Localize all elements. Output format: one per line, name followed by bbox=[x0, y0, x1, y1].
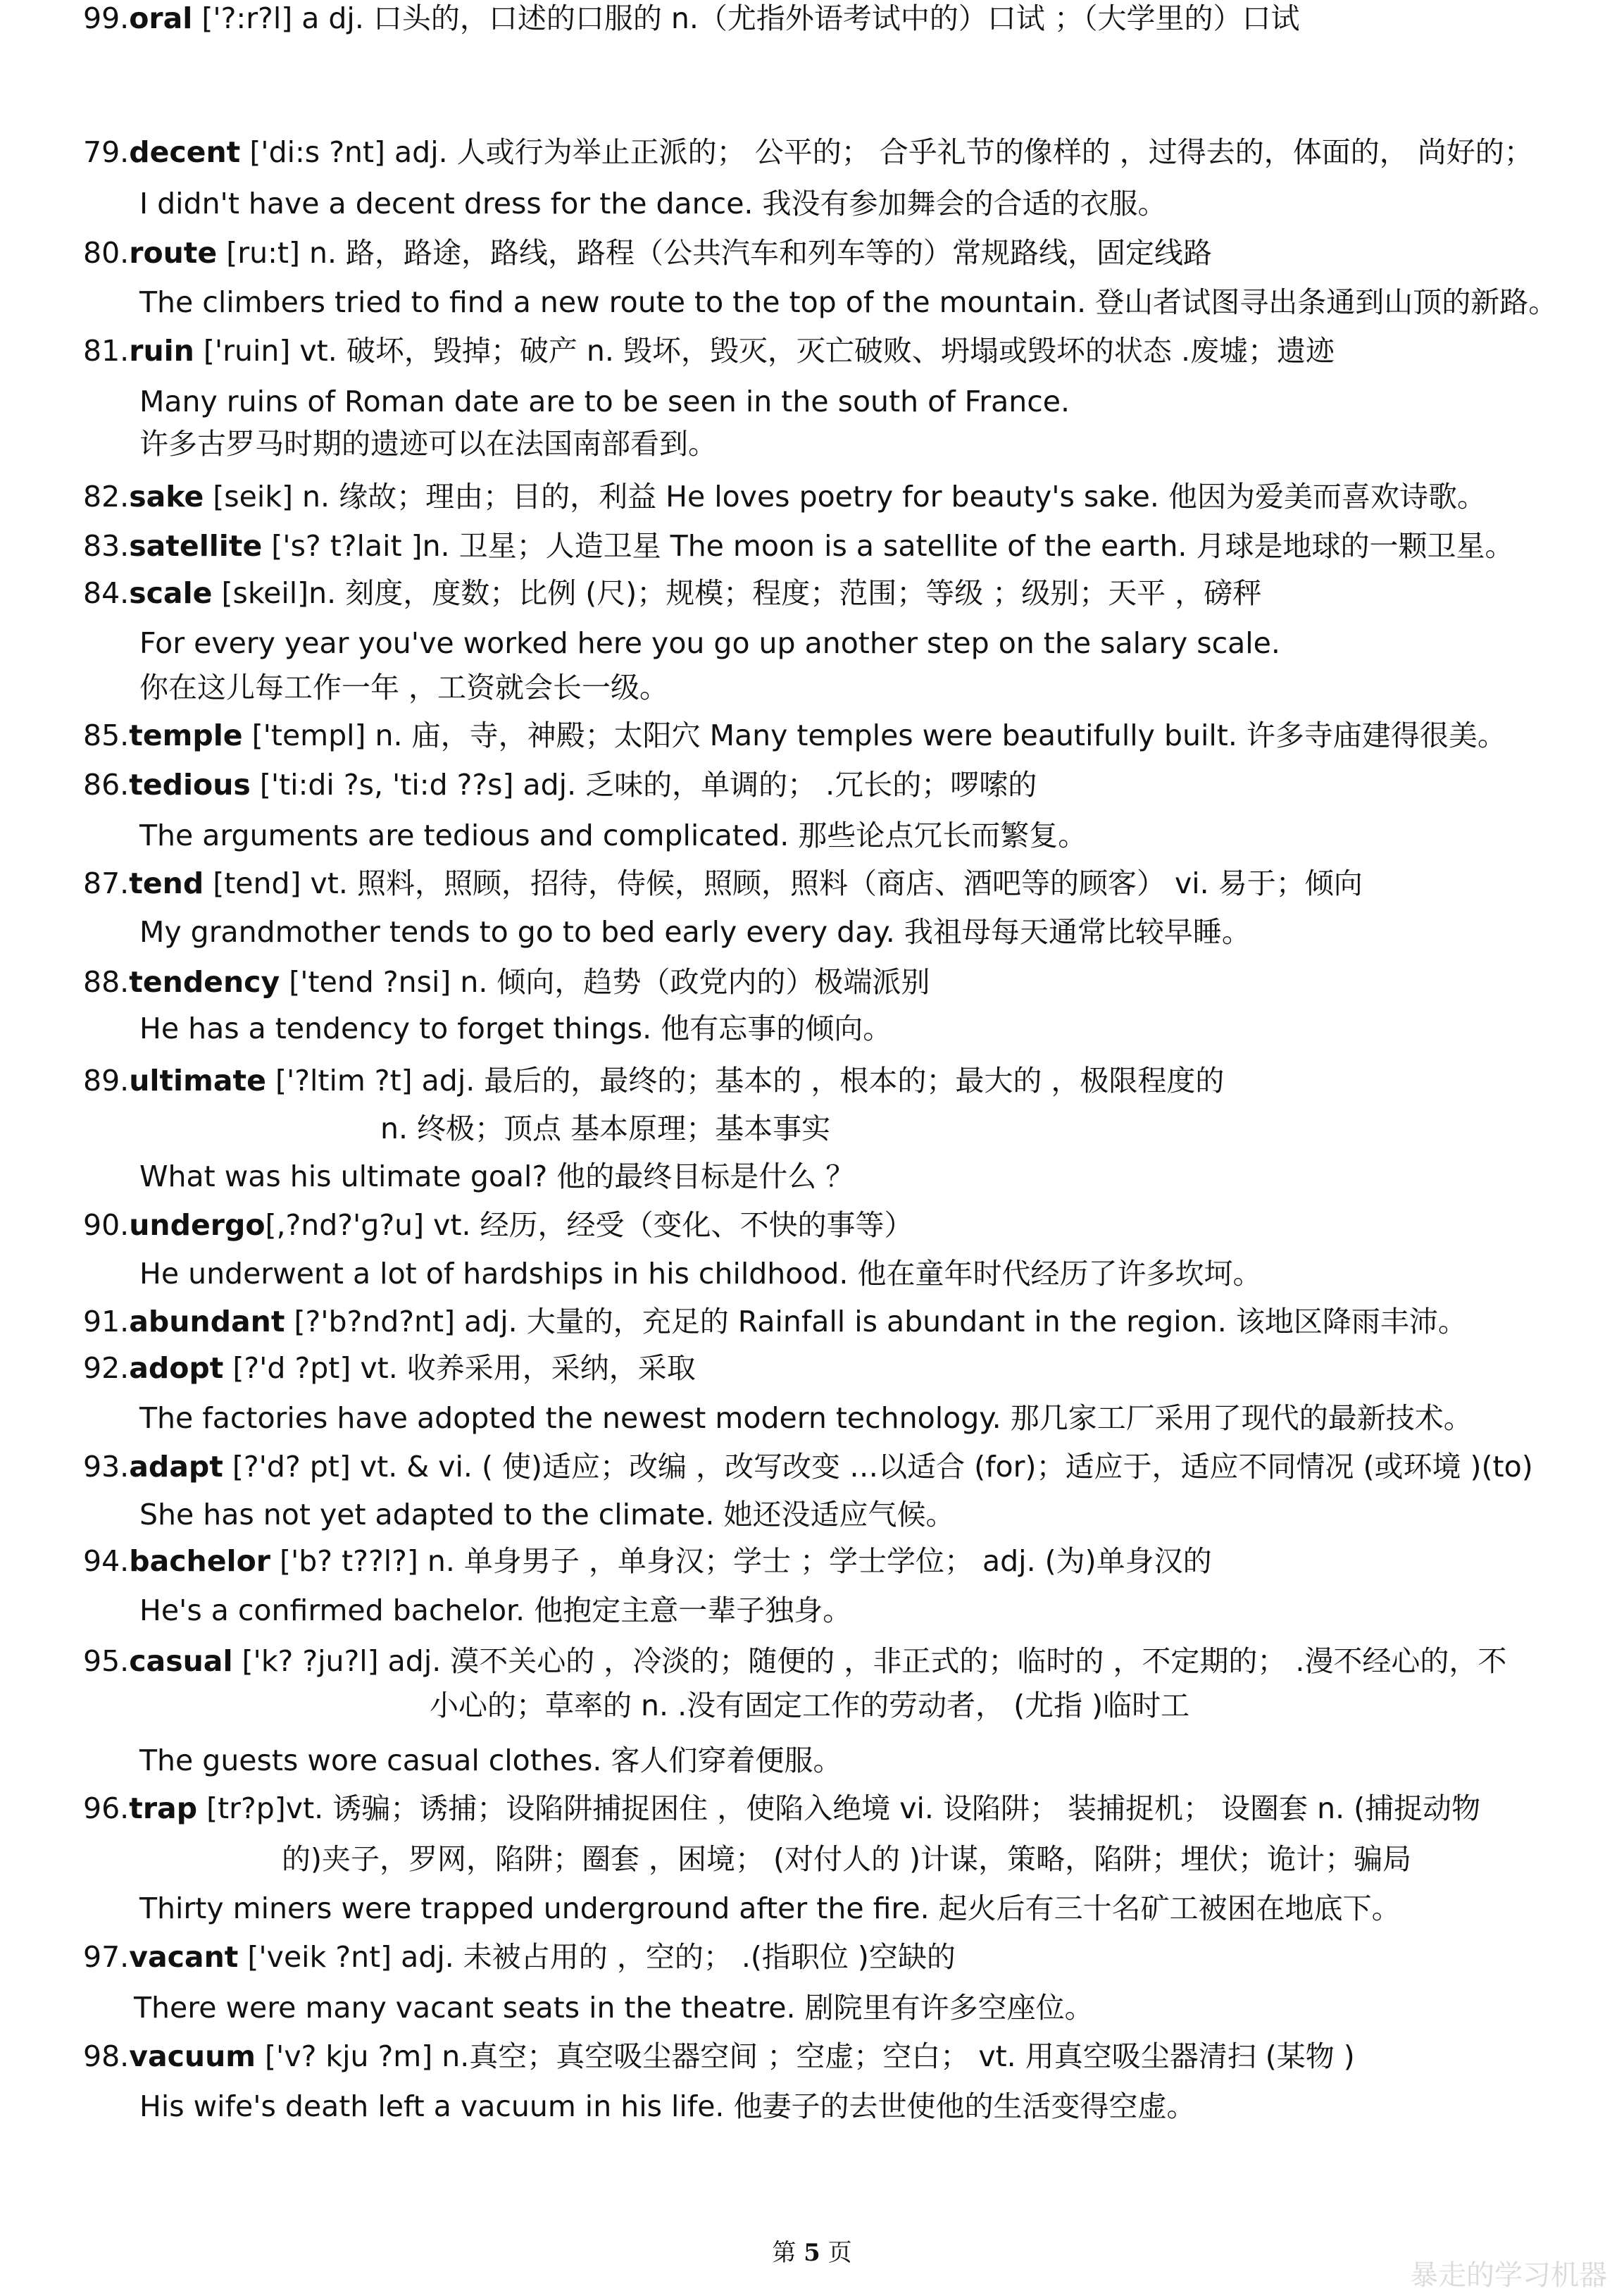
entry-number: 95. bbox=[83, 1644, 130, 1678]
entry-word: route bbox=[129, 236, 218, 270]
entry-number: 90. bbox=[83, 1208, 130, 1242]
entry-detail-line: Many ruins of Roman date are to be seen in the south of France. bbox=[139, 385, 1070, 418]
entry-detail-line: She has not yet adapted to the climate. 她还没适应气候。 bbox=[139, 1498, 955, 1531]
entry-headline bbox=[83, 1939, 1624, 1975]
entry-number: 94. bbox=[83, 1544, 130, 1578]
entry-word: satellite bbox=[129, 529, 263, 563]
entry-detail-line: 你在这儿每工作一年 ，工资就会长一级。 bbox=[139, 671, 669, 704]
entry-definition: ['di:s ?nt] adj. 人或行为举止正派的； 公平的； 合乎礼节的像样的 ，过得去的，体面的， 尚好的； bbox=[240, 135, 1533, 169]
entry-number: 97. bbox=[83, 1940, 130, 1974]
entry-word: decent bbox=[129, 135, 241, 169]
entry-word: tend bbox=[129, 866, 204, 900]
entry-detail-line: For every year you've worked here you go up another step on the salary scale. bbox=[139, 626, 1280, 660]
entry-detail-line: What was his ultimate goal? 他的最终目标是什么 ？ bbox=[139, 1160, 855, 1193]
entry-word: bachelor bbox=[129, 1544, 270, 1578]
entry-detail-line: 的)夹子，罗网，陷阱；圈套 ，困境； (对付人的 )计谋，策略，陷阱；埋伏；诡计；骗局 bbox=[282, 1842, 1412, 1876]
entry-headline bbox=[83, 1448, 1624, 1485]
entry-definition: ['ruin] vt. 破坏，毁掉；破产 n. 毁坏，毁灭，灭亡破败、坍塌或毁坏的状态 .废墟；遗迹 bbox=[194, 334, 1335, 368]
entry-headline bbox=[83, 1790, 1624, 1827]
entry-definition: ['ti:di ?s, 'ti:d ??s] adj. 乏味的，单调的； .冗长的；啰嗦的 bbox=[250, 768, 1037, 802]
entry-detail-line: n. 终极；顶点 基本原理；基本事实 bbox=[380, 1112, 831, 1145]
entry-word: abundant bbox=[129, 1305, 285, 1338]
entry-word: undergo bbox=[129, 1208, 266, 1242]
entry-detail-line: Thirty miners were trapped underground after the fire. 起火后有三十名矿工被困在地底下。 bbox=[139, 1891, 1401, 1925]
entry-definition: [tr?p]vt. 诱骗；诱捕；设陷阱捕捉困住 ，使陷入绝境 vi. 设陷阱； 装捕捉机； 设圈套 n. (捕捉动物 bbox=[197, 1791, 1481, 1825]
entry-number: 92. bbox=[83, 1351, 130, 1385]
entry-word: trap bbox=[129, 1791, 198, 1825]
entry-number: 80. bbox=[83, 236, 130, 270]
entry-headline bbox=[83, 575, 1624, 611]
entry-definition: ['s? t?lait ]n. 卫星；人造卫星 The moon is a satellite of the earth. 月球是地球的一颗卫星。 bbox=[262, 529, 1514, 563]
entry-number: 89. bbox=[83, 1064, 130, 1098]
entry-detail-line: The factories have adopted the newest modern technology. 那几家工厂采用了现代的最新技术。 bbox=[139, 1401, 1473, 1435]
entry-word: adapt bbox=[129, 1450, 223, 1484]
entry-headline bbox=[83, 865, 1624, 902]
footer-suffix: 页 bbox=[820, 2239, 852, 2267]
entry-headline bbox=[83, 766, 1624, 803]
entry-headline bbox=[83, 235, 1624, 271]
entry-word: ultimate bbox=[129, 1064, 266, 1098]
entry-definition: [?'b?nd?nt] adj. 大量的，充足的 Rainfall is abundant in the region. 该地区降雨丰沛。 bbox=[285, 1305, 1467, 1338]
entry-headline bbox=[83, 0, 1624, 37]
entry-headline bbox=[83, 528, 1624, 564]
entry-definition: [?'d ?pt] vt. 收养采用，采纳，采取 bbox=[223, 1351, 696, 1385]
entry-detail-line: The arguments are tedious and complicated. 那些论点冗长而繁复。 bbox=[139, 819, 1087, 852]
entry-definition: ['veik ?nt] adj. 未被占用的 ，空的； .(指职位 )空缺的 bbox=[238, 1940, 956, 1974]
entry-headline bbox=[83, 1207, 1624, 1243]
entry-word: temple bbox=[129, 719, 243, 752]
entry-headline bbox=[83, 134, 1624, 170]
entry-headline bbox=[83, 1303, 1624, 1340]
entry-number: 91. bbox=[83, 1305, 130, 1338]
entry-definition: [,?nd?'ɡ?u] vt. 经历，经受（变化、不快的事等） bbox=[265, 1208, 913, 1242]
entry-detail-line: The guests wore casual clothes. 客人们穿着便服。 bbox=[139, 1744, 842, 1777]
entry-definition: ['v? kju ?m] n.真空；真空吸尘器空间 ；空虚；空白； vt. 用真空吸尘器清扫 (某物 ) bbox=[256, 2039, 1355, 2073]
entry-word: oral bbox=[129, 1, 193, 35]
entry-number: 82. bbox=[83, 480, 130, 514]
entry-detail-line: 许多古罗马时期的遗迹可以在法国南部看到。 bbox=[139, 427, 717, 461]
entry-number: 98. bbox=[83, 2039, 130, 2073]
entry-definition: ['?:r?l] a dj. 口头的，口述的口服的 n.（尤指外语考试中的）口试 ；（大学里的）口试 bbox=[192, 1, 1300, 35]
entry-word: adopt bbox=[129, 1351, 224, 1385]
entry-word: vacant bbox=[129, 1940, 239, 1974]
entry-number: 83. bbox=[83, 529, 130, 563]
entry-detail-line: He has a tendency to forget things. 他有忘事的倾向。 bbox=[139, 1012, 892, 1045]
entry-definition: ['templ] n. 庙，寺，神殿；太阳穴 Many temples were beautifully built. 许多寺庙建得很美。 bbox=[242, 719, 1506, 752]
entry-word: ruin bbox=[129, 334, 194, 368]
entry-word: tedious bbox=[129, 768, 251, 802]
entry-word: casual bbox=[129, 1644, 233, 1678]
entry-word: tendency bbox=[129, 965, 280, 999]
entry-definition: [seik] n. 缘故；理由；目的，利益 He loves poetry for beauty's sake. 他因为爱美而喜欢诗歌。 bbox=[204, 480, 1486, 514]
entry-headline bbox=[83, 964, 1624, 1000]
entry-detail-line: He's a confirmed bachelor. 他抱定主意一辈子独身。 bbox=[139, 1593, 852, 1627]
entry-number: 85. bbox=[83, 719, 130, 752]
entry-headline bbox=[83, 717, 1624, 754]
entry-headline bbox=[83, 1643, 1624, 1679]
entry-detail-line: There were many vacant seats in the theatre. 剧院里有许多空座位。 bbox=[134, 1991, 1094, 2025]
entry-definition: [tend] vt. 照料，照顾，招待，侍候，照顾，照料（商店、酒吧等的顾客） vi. 易于；倾向 bbox=[204, 866, 1363, 900]
entry-detail-line: I didn't have a decent dress for the dance. 我没有参加舞会的合适的衣服。 bbox=[139, 187, 1167, 220]
entry-detail-line: He underwent a lot of hardships in his childhood. 他在童年时代经历了许多坎坷。 bbox=[139, 1257, 1262, 1291]
entry-number: 81. bbox=[83, 334, 130, 368]
entry-definition: ['b? t??l?] n. 单身男子 ，单身汉；学士 ；学士学位； adj. (为)单身汉的 bbox=[270, 1544, 1212, 1578]
entry-number: 84. bbox=[83, 576, 130, 610]
entry-number: 86. bbox=[83, 768, 130, 802]
entry-definition: ['tend ?nsi] n. 倾向，趋势（政党内的）极端派别 bbox=[280, 965, 930, 999]
entry-number: 93. bbox=[83, 1450, 130, 1484]
entry-headline bbox=[83, 333, 1624, 369]
entry-number: 79. bbox=[83, 135, 130, 169]
entry-definition: [ru:t] n. 路，路途，路线，路程（公共汽车和列车等的）常规路线，固定线路 bbox=[217, 236, 1213, 270]
entry-definition: [skeil]n. 刻度，度数；比例 (尺)；规模；程度；范围；等级 ；级别；天平 ，磅秤 bbox=[212, 576, 1262, 610]
entry-headline bbox=[83, 1062, 1624, 1099]
entry-definition: ['k? ?ju?l] adj. 漠不关心的 ，冷淡的；随便的 ，非正式的；临时的 ，不定期的； .漫不经心的，不 bbox=[232, 1644, 1507, 1678]
entry-headline bbox=[83, 1350, 1624, 1386]
entry-headline bbox=[83, 2038, 1624, 2075]
entry-number: 88. bbox=[83, 965, 130, 999]
entry-number: 96. bbox=[83, 1791, 130, 1825]
entry-word: vacuum bbox=[129, 2039, 256, 2073]
page-number: 5 bbox=[804, 2239, 820, 2267]
entry-number: 87. bbox=[83, 866, 130, 900]
entry-headline bbox=[83, 1543, 1624, 1579]
watermark-text: 暴走的学习机器 bbox=[1410, 2259, 1607, 2292]
entry-number: 99. bbox=[83, 1, 130, 35]
entry-detail-line: 小心的；草率的 n. .没有固定工作的劳动者， (尤指 )临时工 bbox=[430, 1689, 1190, 1722]
entry-word: scale bbox=[129, 576, 213, 610]
page-footer bbox=[0, 2233, 1624, 2268]
entry-definition: [?'d? pt] vt. & vi. ( 使)适应；改编 ，改写改变 …以适合 (for)；适应于，适应不同情况 (或环境 )(to) bbox=[223, 1450, 1533, 1484]
entry-detail-line: His wife's death left a vacuum in his life. 他妻子的去世使他的生活变得空虚。 bbox=[139, 2089, 1196, 2123]
footer-prefix: 第 bbox=[772, 2239, 804, 2267]
entry-detail-line: My grandmother tends to go to bed early every day. 我祖母每天通常比较早睡。 bbox=[139, 915, 1251, 949]
entry-headline bbox=[83, 478, 1624, 515]
entry-definition: ['?ltim ?t] adj. 最后的，最终的；基本的 ，根本的；最大的 ，极限程度的 bbox=[266, 1064, 1225, 1098]
entry-word: sake bbox=[129, 480, 204, 514]
entry-detail-line: The climbers tried to find a new route to the top of the mountain. 登山者试图寻出条通到山顶的新路。 bbox=[139, 285, 1558, 319]
